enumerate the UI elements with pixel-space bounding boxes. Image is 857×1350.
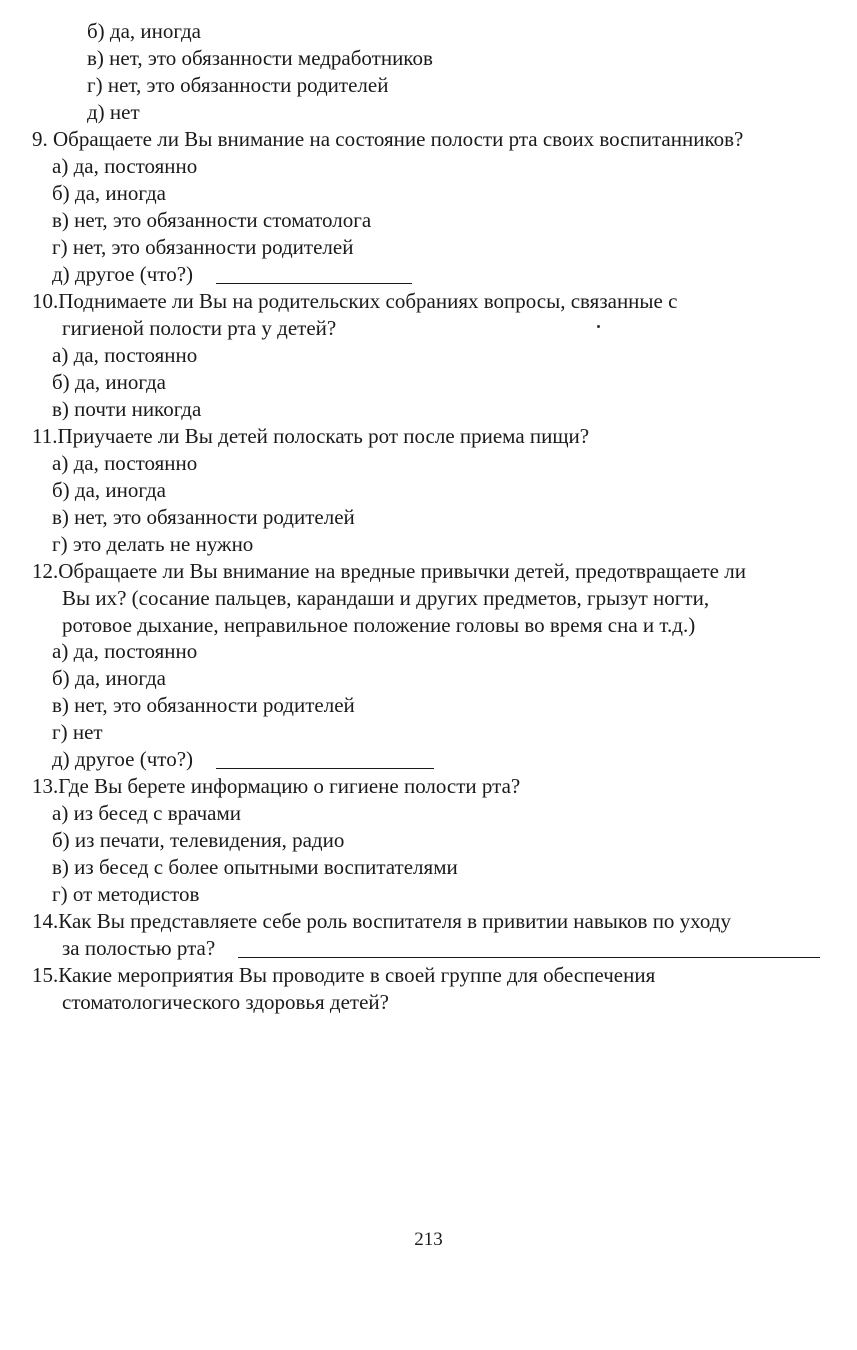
question-text-continued: за полостью рта? xyxy=(62,936,216,960)
answer-option: б) из печати, телевидения, радио xyxy=(52,828,345,852)
answer-option: б) да, иногда xyxy=(52,666,166,690)
question-text: 13.Где Вы берете информацию о гигиене полости рта? xyxy=(32,774,521,798)
answer-option: г) нет xyxy=(52,720,103,744)
answer-option: а) из бесед с врачами xyxy=(52,801,242,825)
question-text-continued: ротовое дыхание, неправильное положение головы во время сна и т.д.) xyxy=(62,613,696,637)
question-text-continued: стоматологического здоровья детей? xyxy=(62,990,389,1014)
answer-option: а) да, постоянно xyxy=(52,154,198,178)
answer-option: в) из бесед с более опытными воспитателями xyxy=(52,855,458,879)
answer-blank-line xyxy=(216,283,412,284)
answer-option: г) нет, это обязанности родителей xyxy=(87,73,389,97)
question-text: 15.Какие мероприятия Вы проводите в своей группе для обеспечения xyxy=(32,963,656,987)
answer-option: а) да, постоянно xyxy=(52,343,198,367)
answer-option: г) от методистов xyxy=(52,882,200,906)
answer-option: б) да, иногда xyxy=(52,478,166,502)
answer-option: в) почти никогда xyxy=(52,397,202,421)
answer-option: г) это делать не нужно xyxy=(52,532,254,556)
answer-option: а) да, постоянно xyxy=(52,639,198,663)
question-text: 14.Как Вы представляете себе роль воспитателя в привитии навыков по уходу xyxy=(32,909,731,933)
question-text: 9. Обращаете ли Вы внимание на состояние полости рта своих воспитанников? xyxy=(32,127,744,151)
answer-blank-line xyxy=(216,768,434,769)
answer-blank-line xyxy=(238,957,820,958)
answer-option: в) нет, это обязанности стоматолога xyxy=(52,208,372,232)
answer-option: г) нет, это обязанности родителей xyxy=(52,235,354,259)
answer-option: д) нет xyxy=(87,100,140,124)
answer-option: д) другое (что?) xyxy=(52,747,194,771)
scan-speck xyxy=(597,325,600,328)
answer-option: б) да, иногда xyxy=(52,181,166,205)
answer-option: д) другое (что?) xyxy=(52,262,194,286)
answer-option: а) да, постоянно xyxy=(52,451,198,475)
question-text: 12.Обращаете ли Вы внимание на вредные привычки детей, предотвращаете ли xyxy=(32,559,746,583)
answer-option: в) нет, это обязанности медработников xyxy=(87,46,433,70)
answer-option: в) нет, это обязанности родителей xyxy=(52,693,355,717)
question-text: 11.Приучаете ли Вы детей полоскать рот после приема пищи? xyxy=(32,424,590,448)
answer-option: б) да, иногда xyxy=(87,19,201,43)
question-text: 10.Поднимаете ли Вы на родительских собраниях вопросы, связанные с xyxy=(32,289,678,313)
page-number: 213 xyxy=(414,1229,443,1250)
answer-option: б) да, иногда xyxy=(52,370,166,394)
question-text-continued: Вы их? (сосание пальцев, карандаши и других предметов, грызут ногти, xyxy=(62,586,710,610)
question-text-continued: гигиеной полости рта у детей? xyxy=(62,316,337,340)
answer-option: в) нет, это обязанности родителей xyxy=(52,505,355,529)
